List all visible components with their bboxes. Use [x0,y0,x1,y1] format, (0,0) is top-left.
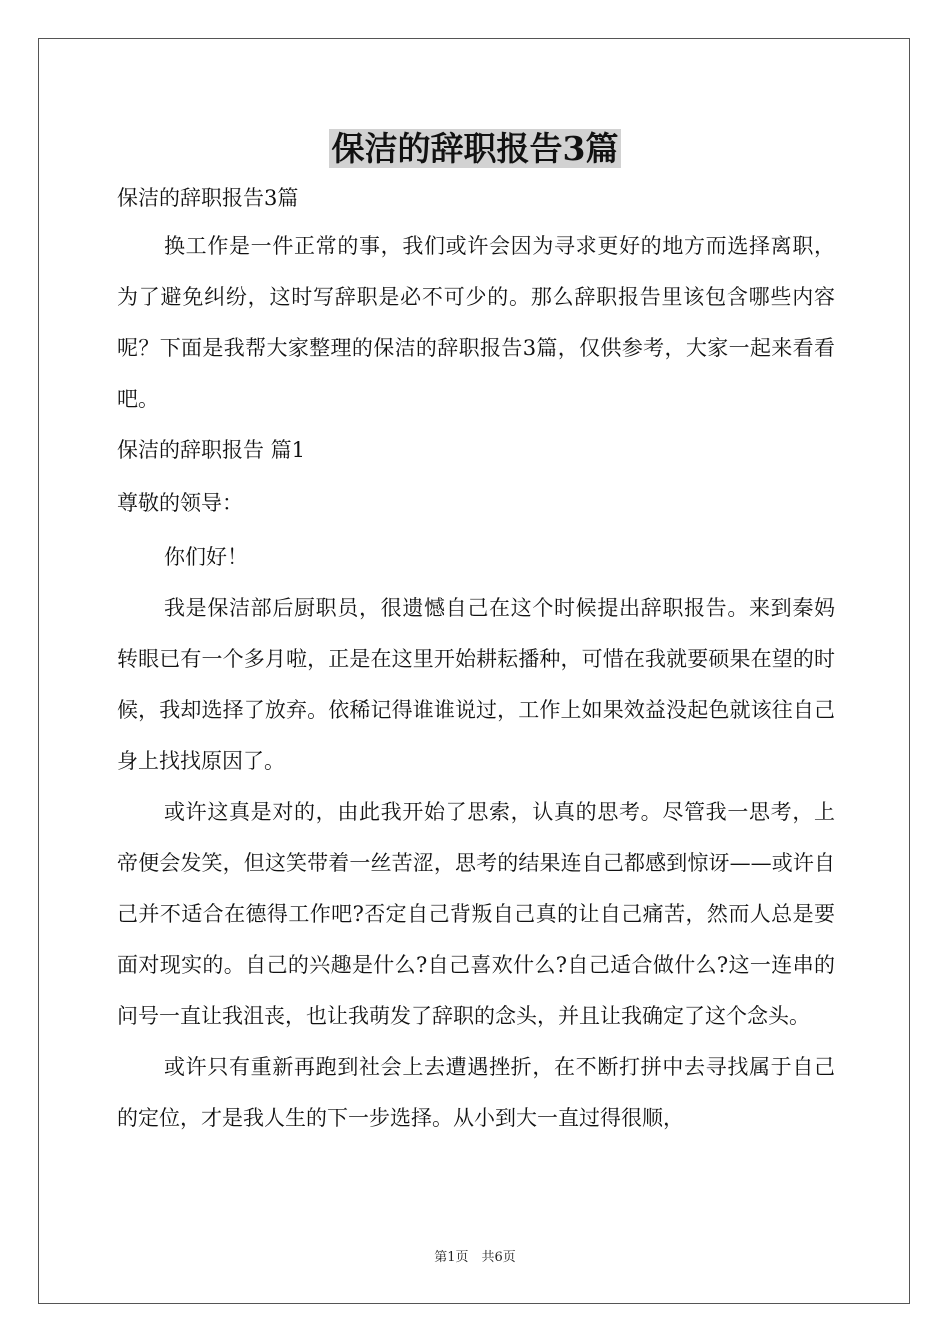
document-subtitle: 保洁的辞职报告3篇 [117,186,299,210]
section-heading: 保洁的辞职报告 篇1 [117,438,306,462]
salutation: 尊敬的领导： [117,491,243,515]
body-paragraph: 或许只有重新再跑到社会上去遭遇挫折，在不断打拼中去寻找属于自己的定位，才是我人生的下一步选择。从小到大一直过得很顺， [117,1055,835,1130]
intro-paragraph: 换工作是一件正常的事，我们或许会因为寻求更好的地方而选择离职，为了避免纠纷，这时写辞职是必不可少的。那么辞职报告里该包含哪些内容呢？下面是我帮大家整理的保洁的辞职报告3篇，仅供参考，大家一起来看看吧。 [117,234,835,411]
body-paragraph: 我是保洁部后厨职员，很遗憾自己在这个时候提出辞职报告。来到秦妈转眼已有一个多月啦，正是在这里开始耕耘播种，可惜在我就要硕果在望的时候，我却选择了放弃。依稀记得谁谁说过，工作上如果效益没起色就该往自己身上找找原因了。 [117,596,835,773]
document-title-text: 保洁的辞职报告3篇 [329,129,622,168]
document-title [0,124,950,174]
page-number-footer: 第1页 共6页 [434,1250,516,1265]
document-body [117,176,835,1144]
body-paragraph: 或许这真是对的，由此我开始了思索，认真的思考。尽管我一思考，上帝便会发笑，但这笑带着一丝苦涩，思考的结果连自己都感到惊讶——或许自己并不适合在德得工作吧?否定自己背叛自己真的让自己痛苦，然而人总是要面对现实的。自己的兴趣是什么?自己喜欢什么?自己适合做什么?这一连串的问号一直让我沮丧，也让我萌发了辞职的念头，并且让我确定了这个念头。 [117,800,835,1028]
greeting: 你们好！ [164,545,248,569]
